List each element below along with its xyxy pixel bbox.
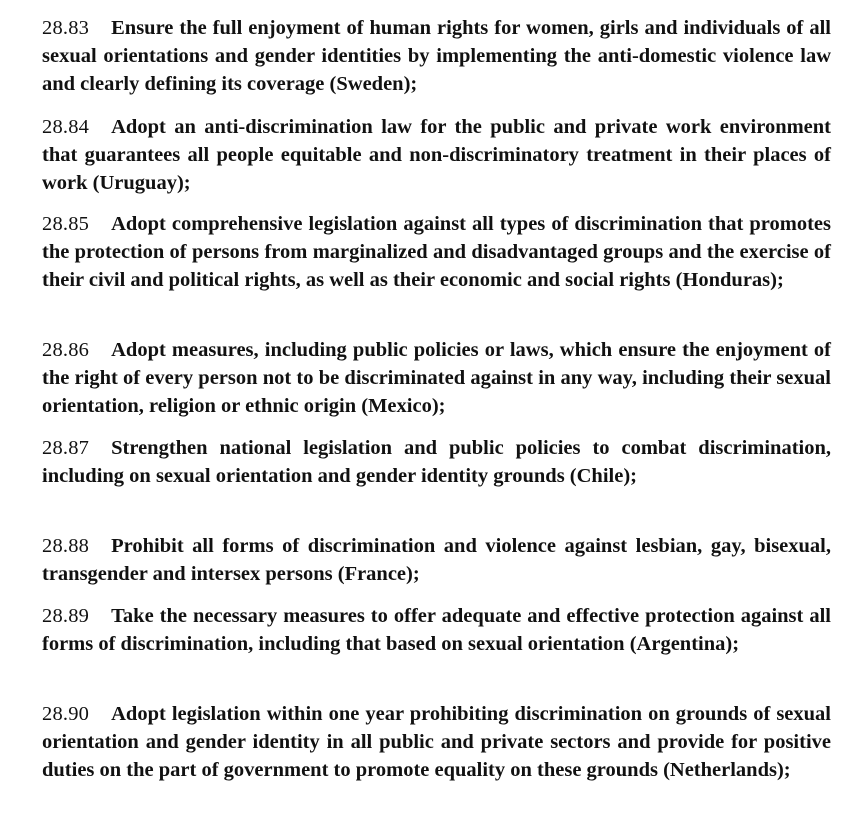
paragraph-number: 28.87: [42, 437, 90, 459]
paragraph-number: 28.90: [42, 703, 90, 725]
paragraph-28-83: [42, 14, 831, 98]
paragraph-number: 28.89: [42, 605, 90, 627]
paragraph-text: Prohibit all forms of discrimination and violence against lesbian, gay, bisexual, transgender and intersex persons (France);: [42, 535, 831, 585]
paragraph-text: Strengthen national legislation and public policies to combat discrimination, including on sexual orientation and gender identity grounds (Chile);: [42, 437, 831, 487]
paragraph-text: Adopt comprehensive legislation against all types of discrimination that promotes the protection of persons from marginalized and disadvantaged groups and the exercise of their civil and political rights, as well as their economic and social rights (Honduras);: [42, 213, 831, 291]
paragraph-number: 28.83: [42, 17, 90, 39]
paragraph-text: Take the necessary measures to offer adequate and effective protection against all forms of discrimination, including that based on sexual orientation (Argentina);: [42, 605, 831, 655]
paragraph-number: 28.86: [42, 339, 90, 361]
paragraph-number: 28.88: [42, 535, 90, 557]
paragraph-28-90: [42, 700, 831, 784]
paragraph-28-85: [42, 210, 831, 294]
paragraph-text: Adopt an anti-discrimination law for the public and private work environment that guarantees all people equitable and non-discriminatory treatment in their places of work (Uruguay);: [42, 116, 831, 194]
paragraph-text: Ensure the full enjoyment of human rights for women, girls and individuals of all sexual orientations and gender identities by implementing the anti-domestic violence law and clearly defining its coverage (Sweden);: [42, 17, 831, 95]
paragraph-28-84: [42, 113, 831, 197]
paragraph-28-87: [42, 434, 831, 490]
paragraph-28-88: [42, 532, 831, 588]
paragraph-text: Adopt legislation within one year prohibiting discrimination on grounds of sexual orientation and gender identity in all public and private sectors and provide for positive duties on the part of government to promote equality on these grounds (Netherlands);: [42, 703, 831, 781]
paragraph-text: Adopt measures, including public policies or laws, which ensure the enjoyment of the right of every person not to be discriminated against in any way, including their sexual orientation, religion or ethnic origin (Mexico);: [42, 339, 831, 417]
paragraph-number: 28.84: [42, 116, 90, 138]
paragraph-number: 28.85: [42, 213, 90, 235]
paragraph-28-86: [42, 336, 831, 420]
paragraph-28-89: [42, 602, 831, 658]
